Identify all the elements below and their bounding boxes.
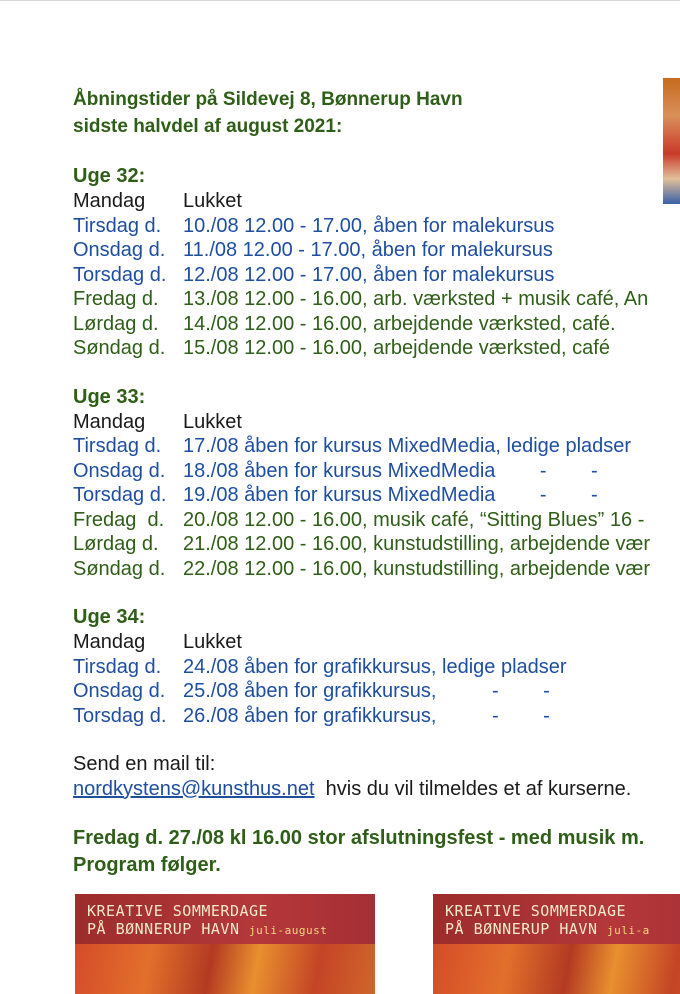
schedule-row [73, 410, 680, 435]
schedule-row [73, 336, 680, 361]
schedule-row [73, 704, 680, 729]
mail-intro: Send en mail til: [73, 753, 216, 775]
schedule-text: Lukket [183, 631, 242, 653]
schedule-row [73, 630, 680, 655]
poster-image-2 [433, 894, 680, 994]
schedule-day: Søndag d. [73, 557, 166, 580]
mail-row [73, 777, 680, 802]
schedule-row [73, 483, 680, 508]
page-heading-line-1: Åbningstider på Sildevej 8, Bønnerup Havn [73, 89, 463, 110]
schedule-row [73, 263, 680, 288]
top-divider [0, 0, 680, 1]
week-title: Uge 33: [73, 385, 146, 408]
schedule-day: Torsdag d. [73, 484, 167, 506]
program-note: Program følger. [73, 854, 221, 876]
poster-subtitle-small: juli-august [249, 924, 328, 937]
schedule-text: 11./08 12.00 - 17.00, åben for malekursus [183, 239, 553, 261]
poster-artwork [75, 944, 375, 994]
schedule-text: Lukket [183, 410, 242, 433]
schedule-text: 15./08 12.00 - 16.00, arbejdende værksted, café [183, 337, 610, 359]
email-link[interactable]: nordkystens@kunsthus.net [73, 777, 315, 800]
poster-subtitle-text: PÅ BØNNERUP HAVN [445, 920, 598, 938]
schedule-row [73, 508, 680, 533]
schedule-day: Søndag d. [73, 337, 166, 359]
poster-title: KREATIVE SOMMERDAGE [445, 902, 627, 920]
schedule-row [73, 459, 680, 484]
schedule-day: Tirsdag d. [73, 435, 162, 457]
spacer [73, 728, 680, 752]
schedule-text: 12./08 12.00 - 17.00, åben for malekursus [183, 263, 555, 286]
schedule-day: Lørdag d. [73, 312, 159, 335]
schedule-row [73, 238, 680, 263]
schedule-day: Tirsdag d. [73, 655, 162, 678]
schedule-text: 14./08 12.00 - 16.00, arbejdende værksted, café. [183, 312, 616, 335]
spacer [73, 801, 680, 825]
schedule-day: Onsdag d. [73, 239, 166, 261]
schedule-text: 26./08 åben for grafikkursus, - - [183, 704, 550, 727]
page-heading-line-2: sidste halvdel af august 2021: [73, 116, 343, 137]
poster-subtitle-small: juli-a [607, 924, 650, 937]
schedule-day: Fredag d. [73, 508, 165, 531]
opening-hours-content [73, 86, 680, 879]
schedule-text: 13./08 12.00 - 16.00, arb. værksted + musik café, An [183, 288, 649, 310]
schedule-row [73, 287, 680, 312]
schedule-text: 10./08 12.00 - 17.00, åben for malekursus [183, 214, 555, 237]
poster-image-1 [75, 894, 375, 994]
spacer [73, 140, 680, 164]
poster-subtitle [87, 920, 327, 940]
schedule-row [73, 434, 680, 459]
schedule-text: 20./08 12.00 - 16.00, musik café, “Sitting Blues” 16 - [183, 508, 645, 531]
week-title: Uge 34: [73, 606, 146, 628]
schedule-day: Torsdag d. [73, 704, 167, 727]
schedule-row [73, 679, 680, 704]
mail-suffix: hvis du vil tilmeldes et af kurserne. [314, 777, 632, 800]
spacer [73, 361, 680, 385]
schedule-day: Mandag [73, 631, 146, 653]
schedule-text: 22./08 12.00 - 16.00, kunstudstilling, arbejdende vær [183, 557, 650, 580]
schedule-row [73, 214, 680, 239]
party-announcement: Fredag d. 27./08 kl 16.00 stor afslutningsfest - med musik m. [73, 827, 645, 849]
schedule-text: 24./08 åben for grafikkursus, ledige pladser [183, 655, 567, 678]
schedule-day: Torsdag d. [73, 263, 167, 286]
schedule-row [73, 189, 680, 214]
schedule-text: 17./08 åben for kursus MixedMedia, ledige pladser [183, 435, 632, 457]
schedule-day: Mandag [73, 190, 146, 212]
schedule-day: Fredag d. [73, 288, 159, 310]
poster-subtitle-text: PÅ BØNNERUP HAVN [87, 920, 240, 938]
schedule-text: 21./08 12.00 - 16.00, kunstudstilling, arbejdende vær [183, 533, 650, 555]
spacer [73, 581, 680, 605]
week-title: Uge 32: [73, 165, 146, 187]
schedule-day: Onsdag d. [73, 459, 166, 482]
schedule-day: Onsdag d. [73, 680, 166, 702]
schedule-row [73, 532, 680, 557]
schedule-row [73, 557, 680, 582]
schedule-row [73, 655, 680, 680]
poster-artwork [433, 944, 680, 994]
schedule-text: 19./08 åben for kursus MixedMedia - - [183, 484, 598, 506]
schedule-day: Lørdag d. [73, 533, 159, 555]
schedule-day: Mandag [73, 410, 146, 433]
schedule-text: Lukket [183, 190, 242, 212]
poster-subtitle [445, 920, 650, 940]
poster-title: KREATIVE SOMMERDAGE [87, 902, 269, 920]
schedule-day: Tirsdag d. [73, 214, 162, 237]
schedule-text: 18./08 åben for kursus MixedMedia - - [183, 459, 598, 482]
schedule-row [73, 312, 680, 337]
schedule-text: 25./08 åben for grafikkursus, - - [183, 680, 550, 702]
